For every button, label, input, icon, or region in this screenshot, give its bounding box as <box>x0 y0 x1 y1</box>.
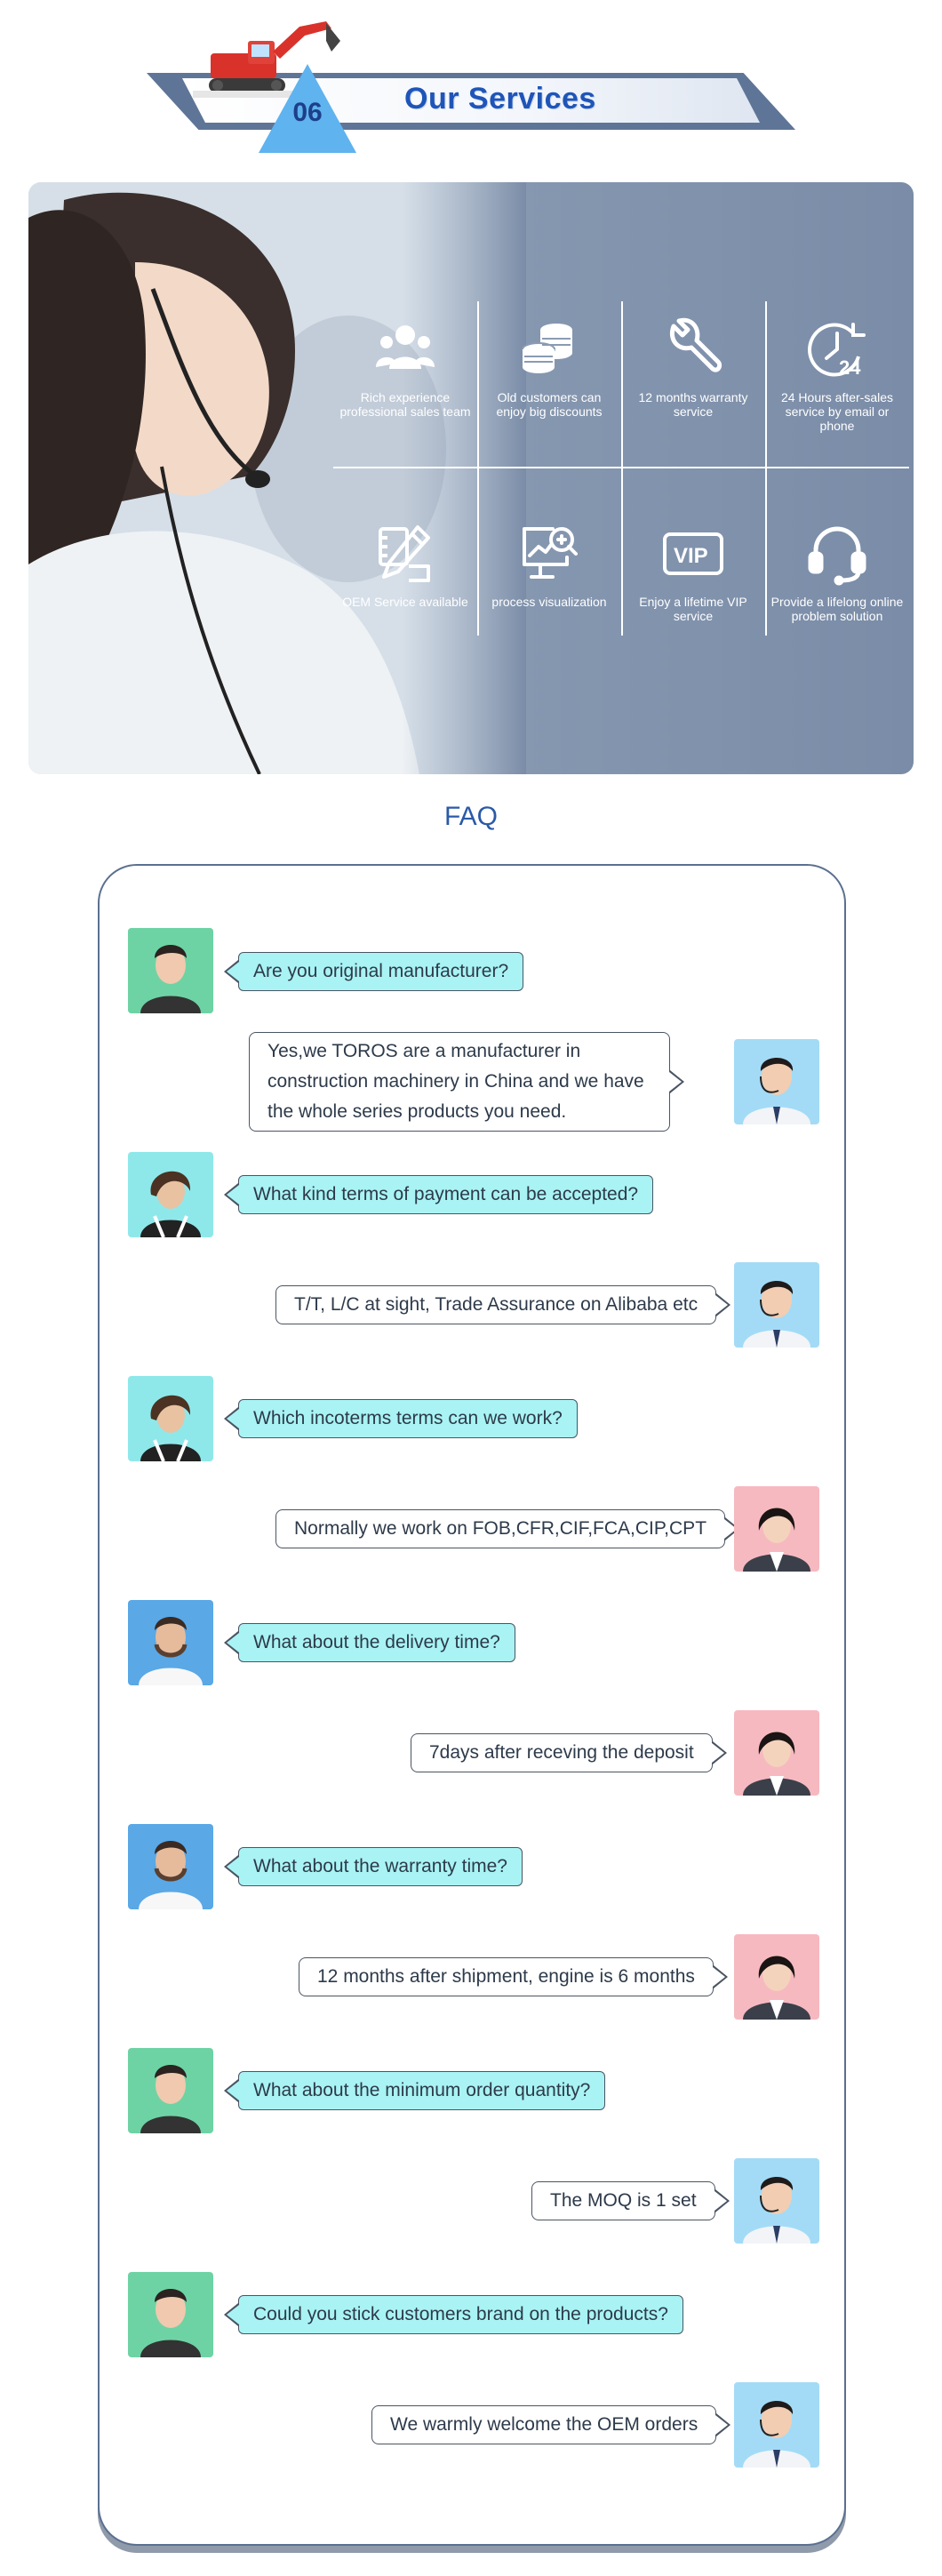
customer-avatar <box>128 2272 213 2357</box>
service-label: OEM Service available <box>342 595 468 609</box>
wrench-icon <box>661 317 725 381</box>
faq-question-bubble: Which incoterms terms can we work? <box>238 1399 578 1438</box>
faq-question-bubble: Are you original manufacturer? <box>238 952 523 991</box>
faq-question-bubble: What kind terms of payment can be accepted? <box>238 1175 653 1214</box>
service-item <box>477 468 621 636</box>
svg-text:VIP: VIP <box>674 544 708 568</box>
section-banner <box>147 14 804 139</box>
service-label: Provide a lifelong online problem solution <box>770 595 904 623</box>
agent-avatar <box>734 1486 819 1572</box>
service-item <box>333 468 477 636</box>
headset-icon <box>805 522 869 586</box>
faq-answer-bubble: T/T, L/C at sight, Trade Assurance on Alibaba etc <box>275 1285 716 1324</box>
service-label: 24 Hours after-sales service by email or phone <box>780 390 894 433</box>
agent-avatar <box>734 2158 819 2244</box>
service-label: 12 months warranty service <box>638 390 748 419</box>
faq-container <box>98 864 846 2546</box>
design-tools-icon <box>373 522 437 586</box>
customer-avatar <box>128 1376 213 1461</box>
service-label: process visualization <box>491 595 607 609</box>
faq-answer-bubble: Yes,we TOROS are a manufacturer in construction machinery in China and we have the whole series products you need. <box>249 1032 670 1132</box>
faq-answer-bubble: The MOQ is 1 set <box>531 2181 715 2220</box>
analytics-icon <box>517 522 581 586</box>
customer-avatar <box>128 928 213 1013</box>
agent-avatar <box>734 1262 819 1348</box>
customer-avatar <box>128 1600 213 1685</box>
agent-avatar <box>734 1039 819 1124</box>
banner-title: Our Services <box>404 82 596 116</box>
team-icon <box>373 317 437 381</box>
vip-icon <box>661 522 725 586</box>
service-item <box>477 301 621 468</box>
customer-avatar <box>128 2048 213 2133</box>
services-grid <box>333 301 909 636</box>
agent-avatar <box>734 1710 819 1796</box>
faq-question-bubble: What about the minimum order quantity? <box>238 2071 605 2110</box>
customer-avatar <box>128 1152 213 1237</box>
service-item <box>333 301 477 468</box>
service-label: Enjoy a lifetime VIP service <box>639 595 747 623</box>
banner-number: 06 <box>292 98 323 127</box>
services-panel <box>28 182 914 774</box>
faq-question-bubble: What about the warranty time? <box>238 1847 523 1886</box>
agent-avatar <box>734 2382 819 2468</box>
service-item <box>765 468 909 636</box>
service-item <box>765 301 909 468</box>
customer-avatar <box>128 1824 213 1909</box>
service-label: Rich experience professional sales team <box>339 390 471 419</box>
faq-question-bubble: What about the delivery time? <box>238 1623 515 1662</box>
agent-avatar <box>734 1934 819 2020</box>
svg-text:24: 24 <box>839 356 861 379</box>
faq-answer-bubble: Normally we work on FOB,CFR,CIF,FCA,CIP,CPT <box>275 1509 725 1548</box>
clock-24-icon <box>805 317 869 381</box>
service-label: Old customers can enjoy big discounts <box>496 390 603 419</box>
faq-answer-bubble: 12 months after shipment, engine is 6 months <box>299 1957 714 1996</box>
faq-question-bubble: Could you stick customers brand on the products? <box>238 2295 683 2334</box>
service-item <box>621 468 765 636</box>
service-item <box>621 301 765 468</box>
faq-title: FAQ <box>443 802 498 831</box>
coins-icon <box>517 317 581 381</box>
faq-answer-bubble: 7days after receving the deposit <box>411 1733 713 1772</box>
faq-answer-bubble: We warmly welcome the OEM orders <box>371 2405 716 2444</box>
